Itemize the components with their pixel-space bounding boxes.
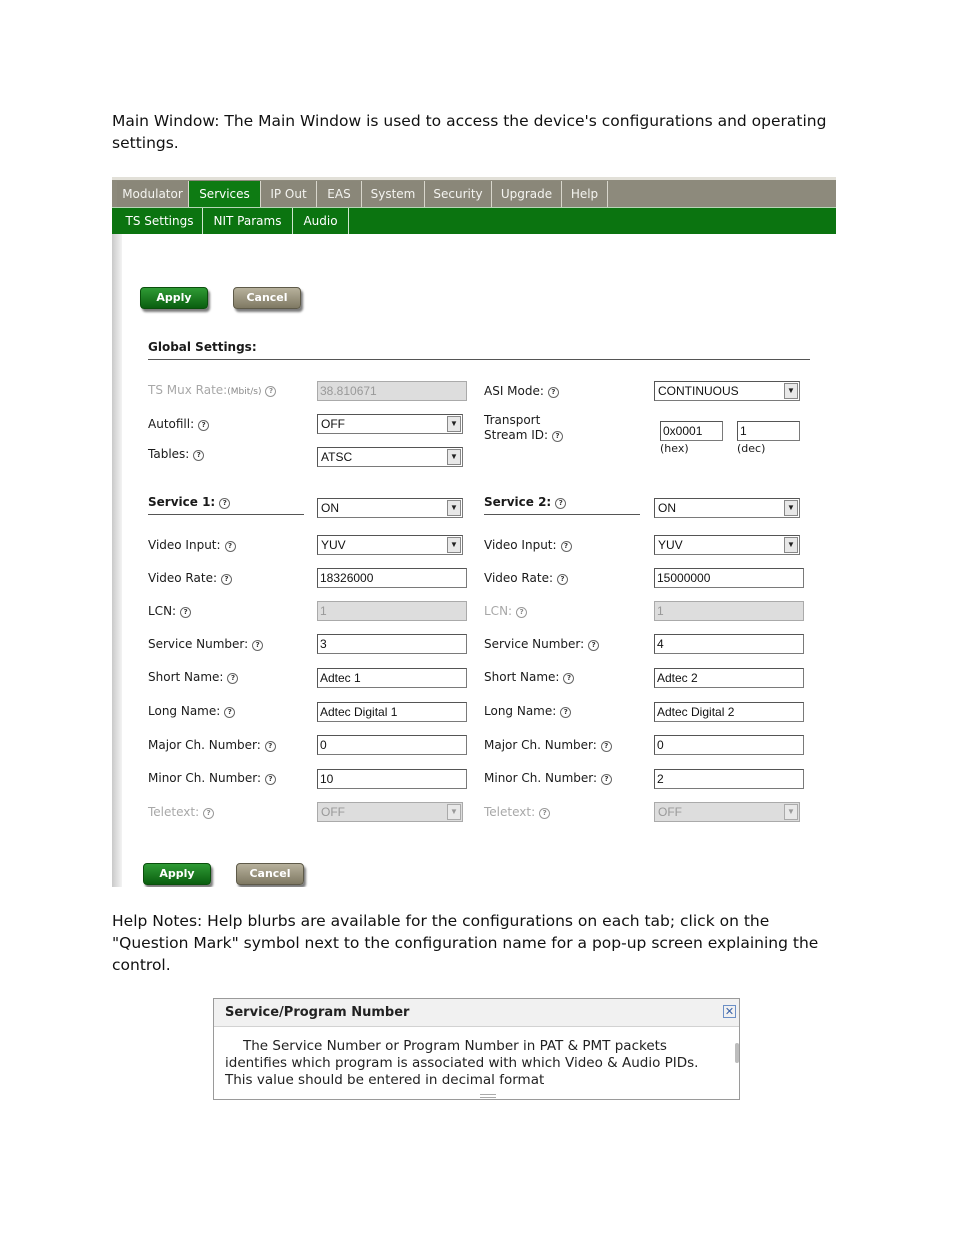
s2-long-name-label (484, 704, 571, 718)
help-notes-paragraph: Help Notes: Help blurbs are available for the configurations on each tab; click on the "Question Mark" symbol next to the configuration name for a pop-up screen explaining the control. (112, 912, 819, 974)
s2-long-name-input[interactable]: Adtec Digital 2 (654, 702, 804, 722)
question-mark-help-icon[interactable]: ? (561, 541, 572, 552)
s1-video-input-select[interactable] (317, 535, 463, 555)
service2-enable-value: ON (658, 501, 676, 515)
s1-short-name-label (148, 670, 238, 684)
autofill-label (148, 417, 209, 431)
global-settings-heading: Global Settings: (148, 340, 257, 354)
question-mark-help-icon[interactable]: ? (265, 386, 276, 397)
popup-body (225, 1038, 720, 1089)
s2-teletext-value: OFF (658, 805, 682, 819)
ts-mux-rate-label (148, 383, 276, 397)
dropdown-arrow-icon: ▼ (447, 449, 461, 465)
s1-video-input-label (148, 538, 236, 552)
tsid-label-line2 (484, 428, 563, 442)
s1-major-label (148, 738, 276, 752)
s1-video-input-label-text: Video Input: (148, 538, 221, 552)
tsid-hex-input[interactable]: 0x0001 (660, 421, 723, 441)
question-mark-help-icon[interactable]: ? (180, 607, 191, 618)
apply-button-top[interactable]: Apply (140, 287, 208, 309)
resize-grip-icon[interactable] (480, 1094, 496, 1098)
s1-minor-label (148, 771, 276, 785)
autofill-select[interactable] (317, 414, 463, 434)
s1-service-number-label (148, 637, 263, 651)
s1-video-rate-label-text: Video Rate: (148, 571, 217, 585)
question-mark-help-icon[interactable]: ? (560, 707, 571, 718)
s2-teletext-select (654, 802, 800, 822)
question-mark-help-icon[interactable]: ? (225, 541, 236, 552)
s1-long-name-label-text: Long Name: (148, 704, 221, 718)
s1-lcn-input: 1 (317, 601, 467, 621)
dropdown-arrow-icon: ▼ (447, 416, 461, 432)
tables-label (148, 447, 204, 461)
s1-lcn-label (148, 604, 191, 618)
question-mark-help-icon[interactable]: ? (588, 640, 599, 651)
autofill-value: OFF (321, 417, 345, 431)
s2-lcn-label-text: LCN: (484, 604, 513, 618)
s2-video-input-label (484, 538, 572, 552)
autofill-label-text: Autofill: (148, 417, 195, 431)
tab-help[interactable]: Help (562, 181, 608, 207)
s2-short-name-label-text: Short Name: (484, 670, 560, 684)
tsid-label-text: Stream ID: (484, 428, 549, 442)
s2-video-input-select[interactable] (654, 535, 800, 555)
s2-minor-label-text: Minor Ch. Number: (484, 771, 598, 785)
asi-mode-value: CONTINUOUS (658, 384, 739, 398)
tab-ip-out[interactable]: IP Out (261, 181, 317, 207)
asi-mode-label-text: ASI Mode: (484, 384, 544, 398)
s2-major-input[interactable]: 0 (654, 735, 804, 755)
subtab-audio[interactable]: Audio (293, 208, 349, 234)
s2-long-name-label-text: Long Name: (484, 704, 557, 718)
main-tab-bar (112, 177, 836, 207)
s1-service-number-label-text: Service Number: (148, 637, 249, 651)
s2-short-name-input[interactable]: Adtec 2 (654, 668, 804, 688)
tsid-dec-input[interactable]: 1 (737, 421, 800, 441)
dropdown-arrow-icon: ▼ (784, 537, 798, 553)
help-popup (213, 998, 740, 1100)
s1-teletext-value: OFF (321, 805, 345, 819)
question-mark-help-icon[interactable]: ? (552, 431, 563, 442)
s1-video-rate-input[interactable]: 18326000 (317, 568, 467, 588)
popup-scrollbar[interactable] (735, 1043, 739, 1063)
tsid-label-line1: Transport (484, 413, 541, 427)
left-shadow-bar (112, 234, 122, 887)
s2-service-number-input[interactable]: 4 (654, 634, 804, 654)
s2-major-label-text: Major Ch. Number: (484, 738, 597, 752)
dropdown-arrow-icon: ▼ (447, 804, 461, 820)
question-mark-help-icon[interactable]: ? (265, 741, 276, 752)
service2-heading-text: Service 2: (484, 495, 552, 509)
question-mark-help-icon[interactable]: ? (219, 498, 230, 509)
s2-video-rate-label-text: Video Rate: (484, 571, 553, 585)
service1-divider (148, 514, 304, 515)
tab-security[interactable]: Security (425, 181, 492, 207)
question-mark-help-icon[interactable]: ? (224, 707, 235, 718)
s1-long-name-label (148, 704, 235, 718)
cancel-button-bottom[interactable]: Cancel (236, 863, 304, 885)
popup-title: Service/Program Number (214, 999, 739, 1027)
s2-minor-input[interactable]: 2 (654, 769, 804, 789)
apply-button-bottom[interactable]: Apply (143, 863, 211, 885)
s1-teletext-select (317, 802, 463, 822)
question-mark-help-icon[interactable]: ? (601, 774, 612, 785)
sub-tab-bar (112, 207, 836, 234)
tab-system[interactable]: System (362, 181, 425, 207)
s2-major-label (484, 738, 612, 752)
s2-video-rate-input[interactable]: 15000000 (654, 568, 804, 588)
s1-minor-label-text: Minor Ch. Number: (148, 771, 262, 785)
s2-minor-label (484, 771, 612, 785)
s2-video-input-value: YUV (658, 538, 683, 552)
tab-modulator[interactable]: Modulator (117, 181, 189, 207)
ts-mux-rate-field: 38.810671 (317, 381, 467, 401)
question-mark-help-icon[interactable]: ? (516, 607, 527, 618)
s2-video-input-label-text: Video Input: (484, 538, 557, 552)
s2-service-number-label (484, 637, 599, 651)
question-mark-help-icon[interactable]: ? (539, 808, 550, 819)
s1-long-name-input[interactable]: Adtec Digital 1 (317, 702, 467, 722)
s1-short-name-label-text: Short Name: (148, 670, 224, 684)
s1-major-input[interactable]: 0 (317, 735, 467, 755)
service2-enable-select[interactable] (654, 498, 800, 518)
s2-teletext-label-text: Teletext: (484, 805, 536, 819)
question-mark-help-icon[interactable]: ? (563, 673, 574, 684)
tables-select[interactable] (317, 447, 463, 467)
s1-short-name-input[interactable]: Adtec 1 (317, 668, 467, 688)
question-mark-help-icon[interactable]: ? (548, 387, 559, 398)
cancel-button-top[interactable]: Cancel (233, 287, 301, 309)
question-mark-help-icon[interactable]: ? (203, 808, 214, 819)
question-mark-help-icon[interactable]: ? (221, 574, 232, 585)
s1-major-label-text: Major Ch. Number: (148, 738, 261, 752)
device-config-screenshot (112, 177, 836, 887)
s2-video-rate-label (484, 571, 568, 585)
tables-label-text: Tables: (148, 447, 190, 461)
service1-enable-value: ON (321, 501, 339, 515)
question-mark-help-icon[interactable]: ? (555, 498, 566, 509)
question-mark-help-icon[interactable]: ? (265, 774, 276, 785)
dropdown-arrow-icon: ▼ (784, 383, 798, 399)
question-mark-help-icon[interactable]: ? (193, 450, 204, 461)
question-mark-help-icon[interactable]: ? (198, 420, 209, 431)
question-mark-help-icon[interactable]: ? (601, 741, 612, 752)
service2-heading (484, 495, 566, 509)
question-mark-help-icon[interactable]: ? (252, 640, 263, 651)
tab-eas[interactable]: EAS (317, 181, 362, 207)
s1-video-input-value: YUV (321, 538, 346, 552)
dropdown-arrow-icon: ▼ (784, 500, 798, 516)
tab-services[interactable]: Services (189, 181, 261, 207)
tables-value: ATSC (321, 450, 353, 464)
tab-upgrade[interactable]: Upgrade (492, 181, 562, 207)
asi-mode-select[interactable] (654, 381, 800, 401)
question-mark-help-icon[interactable]: ? (557, 574, 568, 585)
dropdown-arrow-icon: ▼ (447, 537, 461, 553)
s2-short-name-label (484, 670, 574, 684)
dec-caption: (dec) (737, 442, 766, 455)
global-settings-divider (148, 359, 810, 360)
subtab-nit-params[interactable]: NIT Params (203, 208, 293, 234)
close-icon[interactable]: ✕ (724, 1005, 735, 1018)
ts-mux-rate-unit: (Mbit/s) (227, 387, 262, 397)
s1-service-number-input[interactable]: 3 (317, 634, 467, 654)
s2-lcn-label (484, 604, 527, 618)
popup-body-text: The Service Number or Program Number in PAT & PMT packets identifies which program is associated with which Video & Audio PIDs. This value should be entered in decimal format (225, 1038, 699, 1088)
service1-heading-text: Service 1: (148, 495, 216, 509)
service1-heading (148, 495, 230, 509)
s1-video-rate-label (148, 571, 232, 585)
s1-teletext-label (148, 805, 214, 819)
s2-teletext-label (484, 805, 550, 819)
subtab-ts-settings[interactable]: TS Settings (117, 208, 203, 234)
service1-enable-select[interactable] (317, 498, 463, 518)
s2-service-number-label-text: Service Number: (484, 637, 585, 651)
dropdown-arrow-icon: ▼ (447, 500, 461, 516)
s1-lcn-label-text: LCN: (148, 604, 177, 618)
s1-teletext-label-text: Teletext: (148, 805, 200, 819)
dropdown-arrow-icon: ▼ (784, 804, 798, 820)
service2-divider (484, 514, 640, 515)
s1-minor-input[interactable]: 10 (317, 769, 467, 789)
s2-lcn-input: 1 (654, 601, 804, 621)
ts-mux-rate-label-text: TS Mux Rate: (148, 383, 228, 397)
question-mark-help-icon[interactable]: ? (227, 673, 238, 684)
hex-caption: (hex) (660, 442, 689, 455)
intro-paragraph: Main Window: The Main Window is used to access the device's configurations and operating settings. (112, 112, 827, 152)
asi-mode-label (484, 384, 559, 398)
